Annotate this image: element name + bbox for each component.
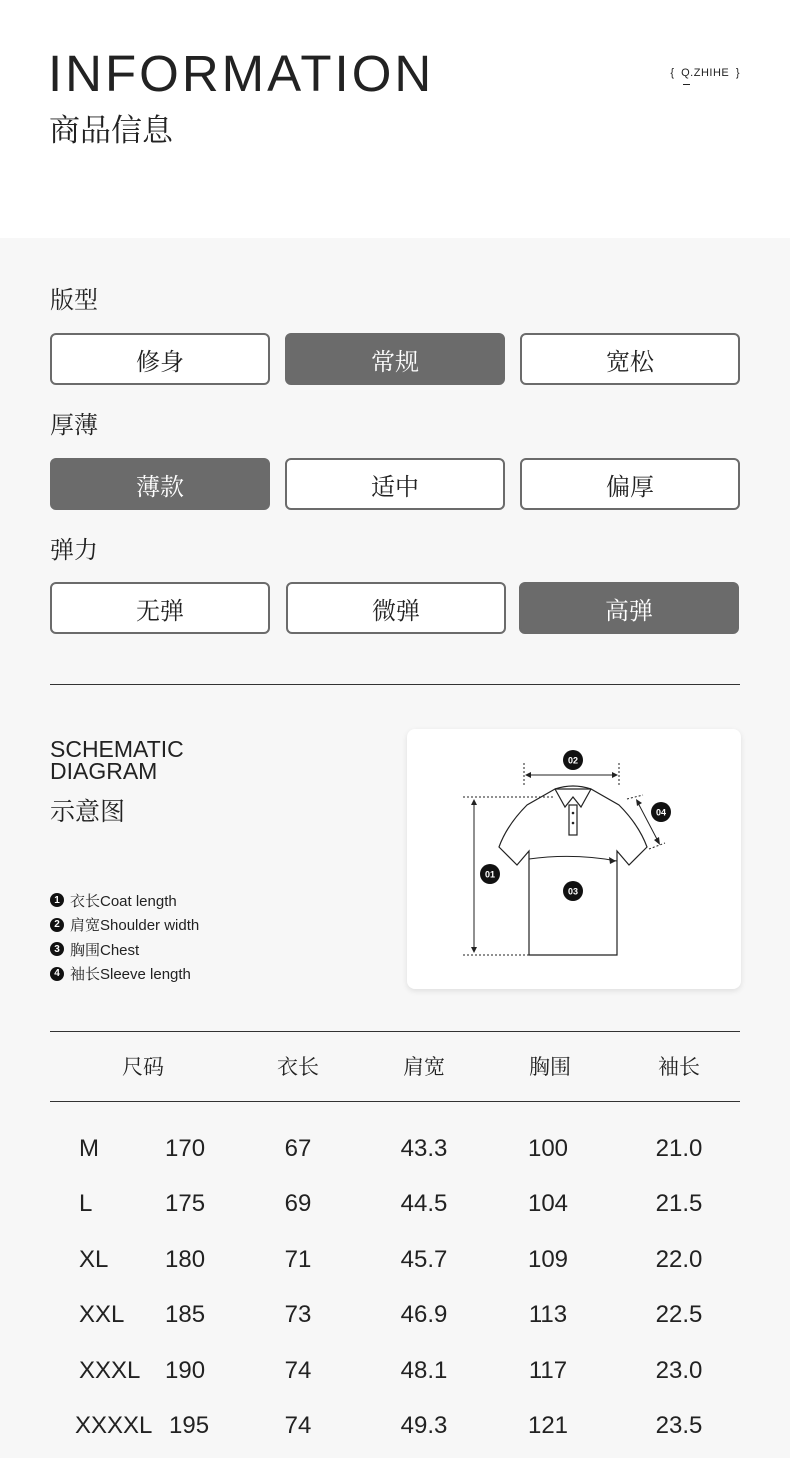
cell-sleeve: 22.0 (655, 1246, 703, 1273)
cell-height: 180 (165, 1246, 206, 1273)
cell-sleeve: 23.5 (655, 1412, 703, 1439)
polo-shirt-diagram (407, 729, 741, 989)
legend-item: 1 衣长Coat length (50, 888, 199, 913)
cell-length: 74 (284, 1357, 312, 1384)
header-size: 尺码 (122, 1055, 164, 1079)
number-badge-icon: 3 (50, 942, 64, 956)
cell-chest: 121 (527, 1412, 569, 1439)
cell-sleeve: 23.0 (655, 1357, 703, 1384)
cell-sleeve: 21.5 (655, 1190, 703, 1217)
size-table-header (50, 1031, 740, 1101)
thickness-option-thick[interactable]: 偏厚 (520, 458, 740, 510)
cell-height: 175 (165, 1190, 206, 1217)
fit-label: 版型 (50, 286, 98, 314)
cell-height: 170 (165, 1135, 206, 1162)
cell-size: XXXL (79, 1357, 141, 1384)
cell-shoulder: 43.3 (400, 1135, 448, 1162)
svg-text:04: 04 (655, 807, 667, 818)
thickness-option-medium[interactable]: 适中 (285, 458, 505, 510)
section-divider (50, 684, 740, 685)
number-badge-icon: 2 (50, 918, 64, 932)
svg-text:01: 01 (484, 869, 496, 880)
cell-shoulder: 46.9 (400, 1301, 448, 1328)
cell-size: XXL (79, 1301, 125, 1328)
badge-03 (563, 881, 583, 901)
badge-04 (651, 802, 671, 822)
brand-logo: { Q.ZHIHE } (670, 67, 740, 79)
cell-shoulder: 49.3 (400, 1412, 448, 1439)
cell-chest: 117 (528, 1357, 568, 1384)
cell-shoulder: 45.7 (400, 1246, 448, 1273)
page-subtitle: 商品信息 (49, 113, 173, 149)
cell-sleeve: 21.0 (655, 1135, 703, 1162)
header-chest: 胸围 (529, 1055, 571, 1079)
svg-text:03: 03 (567, 886, 579, 897)
fit-option-regular[interactable]: 常规 (285, 333, 505, 385)
badge-01 (480, 864, 500, 884)
cell-length: 73 (284, 1301, 312, 1328)
badge-02 (563, 750, 583, 770)
measurement-legend (50, 888, 199, 986)
cell-size: XXXXL (75, 1412, 153, 1439)
cell-shoulder: 48.1 (400, 1357, 448, 1384)
schematic-title-cn: 示意图 (50, 797, 126, 826)
cell-height: 185 (165, 1301, 206, 1328)
cell-chest: 109 (527, 1246, 569, 1273)
cell-height: 195 (169, 1412, 210, 1439)
shirt-diagram-card (407, 729, 741, 989)
cell-height: 190 (165, 1357, 206, 1384)
table-row (50, 1398, 740, 1454)
elasticity-label: 弹力 (50, 536, 98, 564)
cell-size: XL (79, 1246, 109, 1273)
elasticity-option-slight[interactable]: 微弹 (286, 582, 506, 634)
table-row (50, 1287, 740, 1343)
button-icon (572, 822, 575, 825)
table-row (50, 1343, 740, 1399)
cell-sleeve: 22.5 (655, 1301, 703, 1328)
table-header-rule (50, 1101, 740, 1102)
thickness-option-thin[interactable]: 薄款 (50, 458, 270, 510)
cell-chest: 104 (527, 1190, 569, 1217)
legend-item: 3 胸围Chest (50, 937, 199, 962)
fit-option-slim[interactable]: 修身 (50, 333, 270, 385)
schematic-title-en: SCHEMATIC DIAGRAM (50, 736, 184, 784)
header-section (0, 0, 790, 238)
button-icon (572, 812, 575, 815)
header-sleeve: 袖长 (658, 1055, 700, 1079)
brand-name: Q.ZHIHE (681, 67, 730, 79)
elasticity-option-none[interactable]: 无弹 (50, 582, 270, 634)
page-title: INFORMATION (48, 45, 435, 102)
legend-item: 4 袖长Sleeve length (50, 962, 199, 987)
cell-length: 74 (284, 1412, 312, 1439)
table-row (50, 1176, 740, 1232)
table-row (50, 1232, 740, 1288)
number-badge-icon: 4 (50, 967, 64, 981)
cell-shoulder: 44.5 (400, 1190, 448, 1217)
elasticity-option-high[interactable]: 高弹 (519, 582, 739, 634)
cell-size: L (79, 1190, 93, 1217)
cell-chest: 100 (527, 1135, 569, 1162)
cell-length: 67 (284, 1135, 312, 1162)
legend-item: 2 肩宽Shoulder width (50, 913, 199, 938)
header-shoulder: 肩宽 (403, 1055, 445, 1079)
fit-option-loose[interactable]: 宽松 (520, 333, 740, 385)
cell-chest: 113 (528, 1301, 568, 1328)
cell-size: M (79, 1135, 99, 1162)
cell-length: 69 (284, 1190, 312, 1217)
svg-text:02: 02 (567, 755, 579, 766)
thickness-label: 厚薄 (50, 411, 98, 439)
header-length: 衣长 (277, 1055, 319, 1079)
table-row (50, 1121, 740, 1177)
number-badge-icon: 1 (50, 893, 64, 907)
cell-length: 71 (284, 1246, 312, 1273)
